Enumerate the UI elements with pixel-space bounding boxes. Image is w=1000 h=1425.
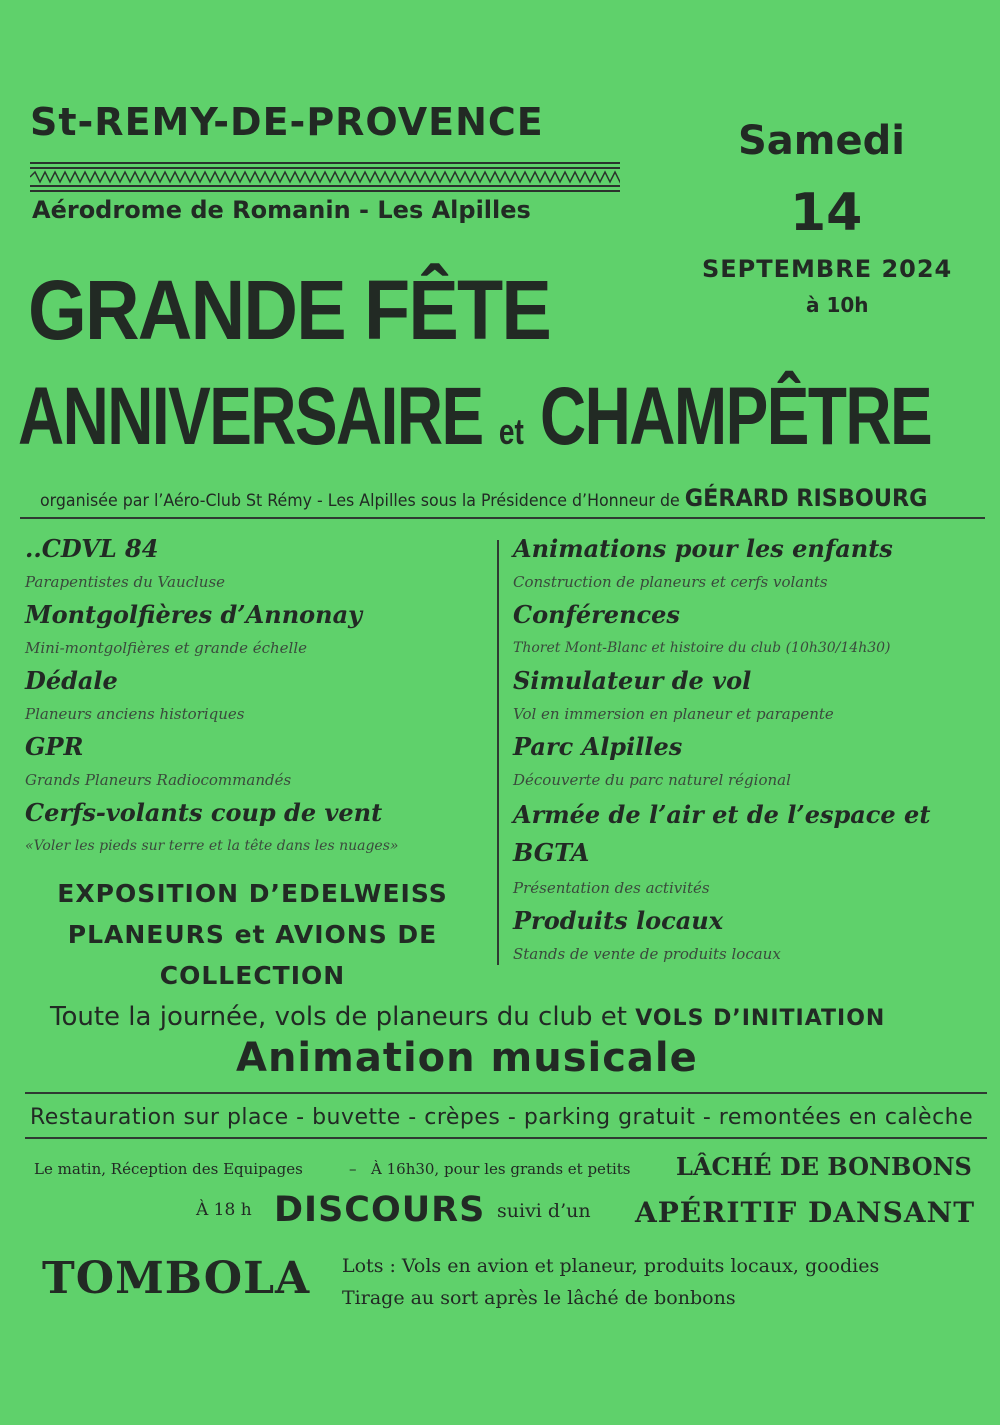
- item-subtitle: Construction de planeurs et cerfs volants: [513, 573, 828, 591]
- item-subtitle: Thoret Mont-Blanc et histoire du club (10h30/14h30): [513, 640, 891, 656]
- divider-rule: [25, 1092, 987, 1094]
- item-subtitle: Découverte du parc naturel régional: [513, 771, 791, 789]
- all-day-line: [50, 1002, 885, 1032]
- title-champetre: CHAMPÊTRE: [540, 371, 932, 462]
- item-title: Armée de l’air et de l’espace et BGTA: [513, 800, 931, 867]
- item-subtitle: Vol en immersion en planeur et parapente: [513, 705, 834, 723]
- city-title: St-REMY-DE-PROVENCE: [30, 100, 544, 144]
- item-title: Cerfs-volants coup de vent: [25, 798, 383, 827]
- restauration-line: Restauration sur place - buvette - crèpes - parking gratuit - remontées en calèche: [30, 1105, 974, 1130]
- all-day-highlight: VOLS D’INITIATION: [635, 1006, 886, 1031]
- afternoon-text: À 16h30, pour les grands et petits: [371, 1160, 631, 1178]
- right-column: [513, 532, 993, 970]
- day-number: 14: [790, 183, 863, 243]
- exposition-line2: PLANEURS et AVIONS DE: [67, 920, 438, 949]
- tombola-title: TOMBOLA: [42, 1253, 311, 1304]
- item-subtitle: Présentation des activités: [513, 879, 710, 897]
- item-subtitle: «Voler les pieds sur terre et la tête dans les nuages»: [25, 838, 399, 854]
- divider-rule: [20, 517, 985, 519]
- exposition-line1: EXPOSITION D’EDELWEISS: [57, 879, 448, 908]
- aperitif-title: APÉRITIF DANSANT: [635, 1196, 976, 1229]
- start-time: à 10h: [806, 293, 869, 317]
- item-subtitle: Parapentistes du Vaucluse: [25, 573, 226, 591]
- lache-bonbons: LÂCHÉ DE BONBONS: [676, 1152, 972, 1181]
- left-column: [25, 532, 505, 862]
- decorative-border: [30, 160, 620, 194]
- item-subtitle: Planeurs anciens historiques: [25, 705, 245, 723]
- aerodrome-name: Aérodrome de Romanin - Les Alpilles: [32, 196, 531, 224]
- item-title: Simulateur de vol: [513, 666, 752, 695]
- title-anniversaire: ANNIVERSAIRE: [18, 371, 483, 462]
- column-divider: [497, 540, 499, 965]
- item-title: ..CDVL 84: [25, 534, 159, 563]
- exposition-block: [25, 873, 480, 996]
- item-subtitle: Grands Planeurs Radiocommandés: [25, 771, 292, 789]
- main-title-line2: [18, 370, 931, 464]
- evening-time: À 18 h: [196, 1200, 252, 1220]
- exposition-line3: COLLECTION: [159, 961, 346, 990]
- music-title: Animation musicale: [236, 1035, 698, 1081]
- tombola-details: [342, 1250, 879, 1314]
- item-title: Montgolfières d’Annonay: [25, 600, 363, 629]
- organiser-text: organisée par l’Aéro-Club St Rémy - Les Alpilles sous la Présidence d’Honneur de: [40, 491, 680, 511]
- main-title-line1: GRANDE FÊTE: [28, 263, 551, 357]
- item-title: Dédale: [25, 666, 118, 695]
- item-title: Conférences: [513, 600, 680, 629]
- all-day-text: Toute la journée, vols de planeurs du club et: [50, 1002, 627, 1032]
- discours-title: DISCOURS: [274, 1190, 486, 1230]
- tombola-line2: Tirage au sort après le lâché de bonbons: [342, 1287, 736, 1309]
- schedule-dash: –: [349, 1160, 357, 1178]
- honoree-name: GÉRARD RISBOURG: [684, 484, 928, 512]
- morning-text: Le matin, Réception des Equipages: [34, 1160, 303, 1178]
- item-title: Produits locaux: [513, 906, 724, 935]
- item-subtitle: Mini-montgolfières et grande échelle: [25, 639, 308, 657]
- suivi-text: suivi d’un: [497, 1200, 591, 1222]
- month-year: SEPTEMBRE 2024: [702, 255, 953, 283]
- item-title: Animations pour les enfants: [513, 534, 893, 563]
- organiser-line: [40, 484, 927, 512]
- divider-rule: [25, 1137, 987, 1139]
- tombola-line1: Lots : Vols en avion et planeur, produits locaux, goodies: [342, 1255, 880, 1277]
- day-name: Samedi: [738, 118, 905, 164]
- item-subtitle: Stands de vente de produits locaux: [513, 945, 781, 963]
- item-title: GPR: [25, 732, 84, 761]
- item-title: Parc Alpilles: [513, 732, 683, 761]
- title-et: et: [498, 411, 524, 452]
